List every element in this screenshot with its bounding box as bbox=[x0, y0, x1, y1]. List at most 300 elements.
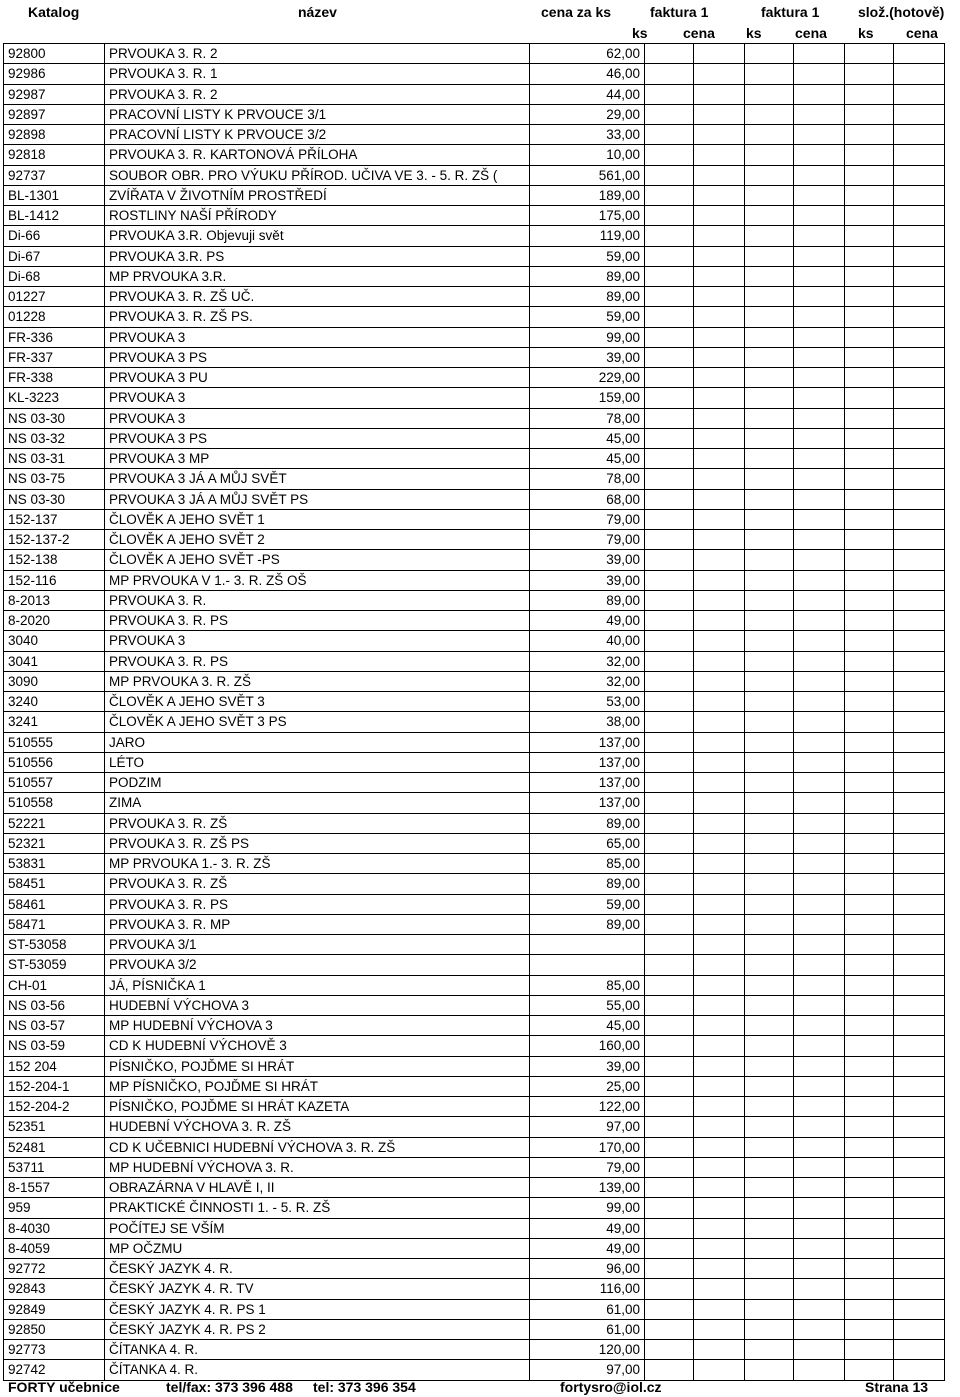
invoice2-price-cell bbox=[794, 347, 845, 367]
table-row bbox=[4, 206, 945, 226]
invoice1-qty-cell bbox=[645, 307, 694, 327]
invoice2-price-cell bbox=[794, 935, 845, 955]
table-row bbox=[4, 1178, 945, 1198]
invoice1-price-cell bbox=[694, 509, 745, 529]
unit-price-cell: 85,00 bbox=[530, 975, 645, 995]
composite-price-cell bbox=[894, 266, 945, 286]
invoice2-qty-cell bbox=[745, 44, 794, 64]
catalog-number-cell: 152-137 bbox=[4, 509, 105, 529]
invoice1-qty-cell bbox=[645, 773, 694, 793]
unit-price-cell: 89,00 bbox=[530, 287, 645, 307]
table-row bbox=[4, 914, 945, 934]
invoice1-price-cell bbox=[694, 752, 745, 772]
invoice1-qty-cell bbox=[645, 388, 694, 408]
invoice2-qty-cell bbox=[745, 995, 794, 1015]
composite-qty-cell bbox=[845, 489, 894, 509]
invoice1-qty-cell bbox=[645, 368, 694, 388]
unit-price-cell: 89,00 bbox=[530, 874, 645, 894]
composite-price-cell bbox=[894, 388, 945, 408]
composite-price-cell bbox=[894, 590, 945, 610]
invoice1-qty-cell bbox=[645, 1036, 694, 1056]
invoice2-qty-cell bbox=[745, 773, 794, 793]
invoice2-price-cell bbox=[794, 975, 845, 995]
table-row bbox=[4, 307, 945, 327]
composite-qty-cell bbox=[845, 327, 894, 347]
invoice1-qty-cell bbox=[645, 854, 694, 874]
catalog-number-cell: 01227 bbox=[4, 287, 105, 307]
unit-price-cell: 39,00 bbox=[530, 347, 645, 367]
invoice2-price-cell bbox=[794, 1299, 845, 1319]
unit-price-cell: 59,00 bbox=[530, 894, 645, 914]
invoice1-qty-cell bbox=[645, 64, 694, 84]
composite-price-cell bbox=[894, 712, 945, 732]
composite-qty-cell bbox=[845, 530, 894, 550]
product-name-cell: ČLOVĚK A JEHO SVĚT 2 bbox=[105, 530, 530, 550]
invoice1-price-cell bbox=[694, 530, 745, 550]
table-row bbox=[4, 1117, 945, 1137]
header-catalog: Katalog bbox=[28, 4, 80, 20]
invoice1-qty-cell bbox=[645, 449, 694, 469]
product-name-cell: MP PRVOUKA 3.R. bbox=[105, 266, 530, 286]
invoice2-price-cell bbox=[794, 1238, 845, 1258]
product-name-cell: MP OČZMU bbox=[105, 1238, 530, 1258]
invoice1-qty-cell bbox=[645, 266, 694, 286]
unit-price-cell: 89,00 bbox=[530, 590, 645, 610]
composite-price-cell bbox=[894, 509, 945, 529]
composite-qty-cell bbox=[845, 1016, 894, 1036]
composite-qty-cell bbox=[845, 550, 894, 570]
composite-qty-cell bbox=[845, 611, 894, 631]
composite-qty-cell bbox=[845, 44, 894, 64]
product-name-cell: PRVOUKA 3. R. 2 bbox=[105, 44, 530, 64]
invoice2-price-cell bbox=[794, 692, 845, 712]
catalog-number-cell: 92986 bbox=[4, 64, 105, 84]
header-sub-ks-2: ks bbox=[746, 25, 762, 41]
catalog-number-cell: 510558 bbox=[4, 793, 105, 813]
invoice1-qty-cell bbox=[645, 1157, 694, 1177]
composite-price-cell bbox=[894, 125, 945, 145]
table-row bbox=[4, 530, 945, 550]
composite-qty-cell bbox=[845, 1319, 894, 1339]
catalog-number-cell: 3041 bbox=[4, 651, 105, 671]
composite-price-cell bbox=[894, 975, 945, 995]
unit-price-cell: 160,00 bbox=[530, 1036, 645, 1056]
invoice1-price-cell bbox=[694, 449, 745, 469]
invoice2-qty-cell bbox=[745, 449, 794, 469]
unit-price-cell: 99,00 bbox=[530, 327, 645, 347]
invoice2-qty-cell bbox=[745, 307, 794, 327]
invoice2-qty-cell bbox=[745, 550, 794, 570]
invoice2-qty-cell bbox=[745, 1299, 794, 1319]
product-name-cell: CD K UČEBNICI HUDEBNÍ VÝCHOVA 3. R. ZŠ bbox=[105, 1137, 530, 1157]
composite-qty-cell bbox=[845, 975, 894, 995]
invoice1-price-cell bbox=[694, 1117, 745, 1137]
composite-qty-cell bbox=[845, 368, 894, 388]
invoice1-qty-cell bbox=[645, 1178, 694, 1198]
catalog-number-cell: 52351 bbox=[4, 1117, 105, 1137]
invoice2-qty-cell bbox=[745, 165, 794, 185]
invoice2-qty-cell bbox=[745, 428, 794, 448]
invoice2-qty-cell bbox=[745, 1340, 794, 1360]
invoice1-price-cell bbox=[694, 1097, 745, 1117]
composite-price-cell bbox=[894, 84, 945, 104]
table-row bbox=[4, 84, 945, 104]
catalog-number-cell: 510557 bbox=[4, 773, 105, 793]
invoice2-price-cell bbox=[794, 550, 845, 570]
table-row bbox=[4, 1259, 945, 1279]
invoice1-price-cell bbox=[694, 995, 745, 1015]
unit-price-cell: 78,00 bbox=[530, 408, 645, 428]
product-name-cell: CD K HUDEBNÍ VÝCHOVĚ 3 bbox=[105, 1036, 530, 1056]
unit-price-cell: 89,00 bbox=[530, 266, 645, 286]
invoice2-qty-cell bbox=[745, 1056, 794, 1076]
composite-price-cell bbox=[894, 347, 945, 367]
product-name-cell: PRVOUKA 3 bbox=[105, 408, 530, 428]
unit-price-cell: 45,00 bbox=[530, 449, 645, 469]
invoice2-price-cell bbox=[794, 469, 845, 489]
table-row bbox=[4, 125, 945, 145]
composite-price-cell bbox=[894, 793, 945, 813]
product-name-cell: PRVOUKA 3.R. PS bbox=[105, 246, 530, 266]
composite-price-cell bbox=[894, 469, 945, 489]
product-name-cell: ČÍTANKA 4. R. bbox=[105, 1360, 530, 1380]
composite-qty-cell bbox=[845, 1279, 894, 1299]
invoice1-price-cell bbox=[694, 206, 745, 226]
unit-price-cell: 59,00 bbox=[530, 307, 645, 327]
invoice2-price-cell bbox=[794, 1218, 845, 1238]
composite-qty-cell bbox=[845, 894, 894, 914]
header-composite: slož.(hotově) bbox=[858, 4, 945, 20]
table-row bbox=[4, 712, 945, 732]
unit-price-cell: 175,00 bbox=[530, 206, 645, 226]
invoice1-price-cell bbox=[694, 611, 745, 631]
page-footer bbox=[0, 1376, 960, 1397]
composite-qty-cell bbox=[845, 1036, 894, 1056]
header-row bbox=[0, 0, 960, 24]
table-row bbox=[4, 145, 945, 165]
product-name-cell: PRVOUKA 3.R. Objevuji svět bbox=[105, 226, 530, 246]
invoice2-price-cell bbox=[794, 874, 845, 894]
invoice2-price-cell bbox=[794, 1319, 845, 1339]
catalog-number-cell: 92742 bbox=[4, 1360, 105, 1380]
invoice1-price-cell bbox=[694, 692, 745, 712]
table-row bbox=[4, 935, 945, 955]
catalog-number-cell: Di-68 bbox=[4, 266, 105, 286]
table-row bbox=[4, 732, 945, 752]
invoice2-qty-cell bbox=[745, 570, 794, 590]
header-sub-cena-3: cena bbox=[906, 25, 938, 41]
composite-qty-cell bbox=[845, 1299, 894, 1319]
invoice1-price-cell bbox=[694, 1016, 745, 1036]
invoice2-qty-cell bbox=[745, 226, 794, 246]
composite-price-cell bbox=[894, 104, 945, 124]
unit-price-cell: 85,00 bbox=[530, 854, 645, 874]
invoice2-price-cell bbox=[794, 1016, 845, 1036]
invoice1-qty-cell bbox=[645, 1056, 694, 1076]
product-name-cell: PRVOUKA 3 bbox=[105, 388, 530, 408]
product-name-cell: HUDEBNÍ VÝCHOVA 3 bbox=[105, 995, 530, 1015]
table-row bbox=[4, 793, 945, 813]
composite-price-cell bbox=[894, 1178, 945, 1198]
product-name-cell: MP PRVOUKA 3. R. ZŠ bbox=[105, 671, 530, 691]
table-row bbox=[4, 1218, 945, 1238]
invoice1-price-cell bbox=[694, 347, 745, 367]
catalog-number-cell: BL-1301 bbox=[4, 185, 105, 205]
invoice1-qty-cell bbox=[645, 692, 694, 712]
invoice2-qty-cell bbox=[745, 651, 794, 671]
catalog-number-cell: 92843 bbox=[4, 1279, 105, 1299]
composite-qty-cell bbox=[845, 874, 894, 894]
invoice1-qty-cell bbox=[645, 894, 694, 914]
product-name-cell: POČÍTEJ SE VŠÍM bbox=[105, 1218, 530, 1238]
composite-qty-cell bbox=[845, 1137, 894, 1157]
composite-price-cell bbox=[894, 833, 945, 853]
invoice1-price-cell bbox=[694, 64, 745, 84]
composite-price-cell bbox=[894, 1218, 945, 1238]
catalog-number-cell: 8-1557 bbox=[4, 1178, 105, 1198]
catalog-number-cell: 510555 bbox=[4, 732, 105, 752]
catalog-number-cell: ST-53058 bbox=[4, 935, 105, 955]
catalog-number-cell: 152 204 bbox=[4, 1056, 105, 1076]
unit-price-cell: 40,00 bbox=[530, 631, 645, 651]
invoice2-price-cell bbox=[794, 530, 845, 550]
invoice1-price-cell bbox=[694, 327, 745, 347]
composite-qty-cell bbox=[845, 732, 894, 752]
table-row bbox=[4, 185, 945, 205]
table-row bbox=[4, 246, 945, 266]
product-name-cell: PRVOUKA 3. R. 1 bbox=[105, 64, 530, 84]
table-row bbox=[4, 1157, 945, 1177]
table-row bbox=[4, 570, 945, 590]
invoice2-qty-cell bbox=[745, 408, 794, 428]
unit-price-cell bbox=[530, 955, 645, 975]
invoice2-price-cell bbox=[794, 570, 845, 590]
product-name-cell: PRVOUKA 3. R. ZŠ bbox=[105, 813, 530, 833]
composite-price-cell bbox=[894, 631, 945, 651]
invoice1-price-cell bbox=[694, 44, 745, 64]
catalog-number-cell: KL-3223 bbox=[4, 388, 105, 408]
catalog-number-cell: 92898 bbox=[4, 125, 105, 145]
product-name-cell: MP HUDEBNÍ VÝCHOVA 3. R. bbox=[105, 1157, 530, 1177]
unit-price-cell: 59,00 bbox=[530, 246, 645, 266]
composite-qty-cell bbox=[845, 631, 894, 651]
invoice2-price-cell bbox=[794, 489, 845, 509]
invoice1-qty-cell bbox=[645, 489, 694, 509]
invoice1-price-cell bbox=[694, 732, 745, 752]
invoice1-price-cell bbox=[694, 1157, 745, 1177]
invoice1-qty-cell bbox=[645, 1299, 694, 1319]
composite-price-cell bbox=[894, 894, 945, 914]
invoice1-qty-cell bbox=[645, 611, 694, 631]
catalog-number-cell: 510556 bbox=[4, 752, 105, 772]
unit-price-cell: 10,00 bbox=[530, 145, 645, 165]
table-row bbox=[4, 428, 945, 448]
unit-price-cell: 137,00 bbox=[530, 732, 645, 752]
table-row bbox=[4, 833, 945, 853]
product-name-cell: JÁ, PÍSNIČKA 1 bbox=[105, 975, 530, 995]
composite-price-cell bbox=[894, 854, 945, 874]
unit-price-cell: 137,00 bbox=[530, 773, 645, 793]
invoice1-qty-cell bbox=[645, 550, 694, 570]
invoice1-price-cell bbox=[694, 84, 745, 104]
table-row bbox=[4, 631, 945, 651]
catalog-number-cell: 152-116 bbox=[4, 570, 105, 590]
invoice1-qty-cell bbox=[645, 530, 694, 550]
composite-qty-cell bbox=[845, 1076, 894, 1096]
invoice2-price-cell bbox=[794, 44, 845, 64]
catalog-number-cell: 152-138 bbox=[4, 550, 105, 570]
invoice2-price-cell bbox=[794, 793, 845, 813]
invoice1-price-cell bbox=[694, 145, 745, 165]
invoice2-qty-cell bbox=[745, 1178, 794, 1198]
catalog-number-cell: Di-66 bbox=[4, 226, 105, 246]
invoice2-price-cell bbox=[794, 894, 845, 914]
invoice2-qty-cell bbox=[745, 874, 794, 894]
invoice1-price-cell bbox=[694, 894, 745, 914]
composite-qty-cell bbox=[845, 104, 894, 124]
product-name-cell: PÍSNIČKO, POJĎME SI HRÁT KAZETA bbox=[105, 1097, 530, 1117]
composite-price-cell bbox=[894, 1319, 945, 1339]
invoice1-qty-cell bbox=[645, 1198, 694, 1218]
invoice1-price-cell bbox=[694, 246, 745, 266]
invoice2-price-cell bbox=[794, 449, 845, 469]
invoice2-price-cell bbox=[794, 1198, 845, 1218]
invoice1-price-cell bbox=[694, 651, 745, 671]
invoice2-qty-cell bbox=[745, 752, 794, 772]
invoice1-qty-cell bbox=[645, 287, 694, 307]
unit-price-cell: 45,00 bbox=[530, 1016, 645, 1036]
composite-qty-cell bbox=[845, 1340, 894, 1360]
invoice1-price-cell bbox=[694, 1259, 745, 1279]
invoice1-price-cell bbox=[694, 1218, 745, 1238]
table-row bbox=[4, 1319, 945, 1339]
invoice2-qty-cell bbox=[745, 1319, 794, 1339]
header-sub-ks-1: ks bbox=[632, 25, 648, 41]
catalog-number-cell: BL-1412 bbox=[4, 206, 105, 226]
invoice2-qty-cell bbox=[745, 1259, 794, 1279]
catalog-number-cell: 3090 bbox=[4, 671, 105, 691]
invoice2-price-cell bbox=[794, 226, 845, 246]
invoice1-qty-cell bbox=[645, 206, 694, 226]
table-row bbox=[4, 550, 945, 570]
composite-price-cell bbox=[894, 44, 945, 64]
unit-price-cell: 65,00 bbox=[530, 833, 645, 853]
composite-price-cell bbox=[894, 226, 945, 246]
composite-qty-cell bbox=[845, 1056, 894, 1076]
invoice2-qty-cell bbox=[745, 530, 794, 550]
invoice2-price-cell bbox=[794, 712, 845, 732]
header-price: cena za ks bbox=[541, 4, 612, 20]
composite-qty-cell bbox=[845, 408, 894, 428]
composite-price-cell bbox=[894, 145, 945, 165]
product-name-cell: PRVOUKA 3 bbox=[105, 631, 530, 651]
invoice1-price-cell bbox=[694, 104, 745, 124]
table-row bbox=[4, 955, 945, 975]
table-row bbox=[4, 995, 945, 1015]
catalog-number-cell: 92773 bbox=[4, 1340, 105, 1360]
table-row bbox=[4, 489, 945, 509]
invoice2-qty-cell bbox=[745, 1117, 794, 1137]
product-name-cell: ČESKÝ JAZYK 4. R. TV bbox=[105, 1279, 530, 1299]
unit-price-cell: 46,00 bbox=[530, 64, 645, 84]
invoice1-qty-cell bbox=[645, 509, 694, 529]
composite-price-cell bbox=[894, 692, 945, 712]
invoice1-price-cell bbox=[694, 307, 745, 327]
composite-price-cell bbox=[894, 1117, 945, 1137]
table-row bbox=[4, 611, 945, 631]
invoice1-price-cell bbox=[694, 165, 745, 185]
table-row bbox=[4, 1076, 945, 1096]
invoice1-price-cell bbox=[694, 914, 745, 934]
invoice1-qty-cell bbox=[645, 1117, 694, 1137]
invoice2-qty-cell bbox=[745, 1157, 794, 1177]
invoice2-price-cell bbox=[794, 307, 845, 327]
invoice1-qty-cell bbox=[645, 570, 694, 590]
invoice1-price-cell bbox=[694, 935, 745, 955]
invoice2-qty-cell bbox=[745, 388, 794, 408]
invoice1-qty-cell bbox=[645, 975, 694, 995]
invoice2-price-cell bbox=[794, 104, 845, 124]
invoice2-qty-cell bbox=[745, 125, 794, 145]
invoice2-qty-cell bbox=[745, 266, 794, 286]
composite-qty-cell bbox=[845, 64, 894, 84]
catalog-number-cell: 53711 bbox=[4, 1157, 105, 1177]
composite-price-cell bbox=[894, 307, 945, 327]
invoice2-price-cell bbox=[794, 266, 845, 286]
header-name: název bbox=[298, 4, 337, 20]
composite-qty-cell bbox=[845, 752, 894, 772]
invoice2-qty-cell bbox=[745, 813, 794, 833]
header-invoice-1: faktura 1 bbox=[650, 4, 709, 20]
composite-price-cell bbox=[894, 165, 945, 185]
invoice1-qty-cell bbox=[645, 469, 694, 489]
composite-qty-cell bbox=[845, 773, 894, 793]
unit-price-cell: 44,00 bbox=[530, 84, 645, 104]
invoice2-qty-cell bbox=[745, 692, 794, 712]
invoice1-qty-cell bbox=[645, 1016, 694, 1036]
product-name-cell: LÉTO bbox=[105, 752, 530, 772]
composite-price-cell bbox=[894, 1279, 945, 1299]
invoice1-qty-cell bbox=[645, 1279, 694, 1299]
unit-price-cell: 38,00 bbox=[530, 712, 645, 732]
invoice2-qty-cell bbox=[745, 1097, 794, 1117]
footer-company: FORTY učebnice bbox=[8, 1379, 120, 1395]
product-name-cell: HUDEBNÍ VÝCHOVA 3. R. ZŠ bbox=[105, 1117, 530, 1137]
unit-price-cell: 25,00 bbox=[530, 1076, 645, 1096]
invoice2-price-cell bbox=[794, 64, 845, 84]
invoice1-price-cell bbox=[694, 1036, 745, 1056]
composite-qty-cell bbox=[845, 449, 894, 469]
composite-qty-cell bbox=[845, 1218, 894, 1238]
footer-email: fortysro@iol.cz bbox=[560, 1379, 662, 1395]
composite-price-cell bbox=[894, 1137, 945, 1157]
invoice2-qty-cell bbox=[745, 206, 794, 226]
unit-price-cell: 229,00 bbox=[530, 368, 645, 388]
catalog-number-cell: 53831 bbox=[4, 854, 105, 874]
invoice1-price-cell bbox=[694, 1198, 745, 1218]
composite-qty-cell bbox=[845, 145, 894, 165]
product-name-cell: PRVOUKA 3 MP bbox=[105, 449, 530, 469]
composite-qty-cell bbox=[845, 955, 894, 975]
product-name-cell: PRVOUKA 3 PS bbox=[105, 428, 530, 448]
table-row bbox=[4, 813, 945, 833]
invoice1-qty-cell bbox=[645, 631, 694, 651]
table-row bbox=[4, 1238, 945, 1258]
price-table bbox=[3, 43, 945, 1381]
unit-price-cell: 49,00 bbox=[530, 1238, 645, 1258]
composite-price-cell bbox=[894, 185, 945, 205]
invoice1-qty-cell bbox=[645, 125, 694, 145]
